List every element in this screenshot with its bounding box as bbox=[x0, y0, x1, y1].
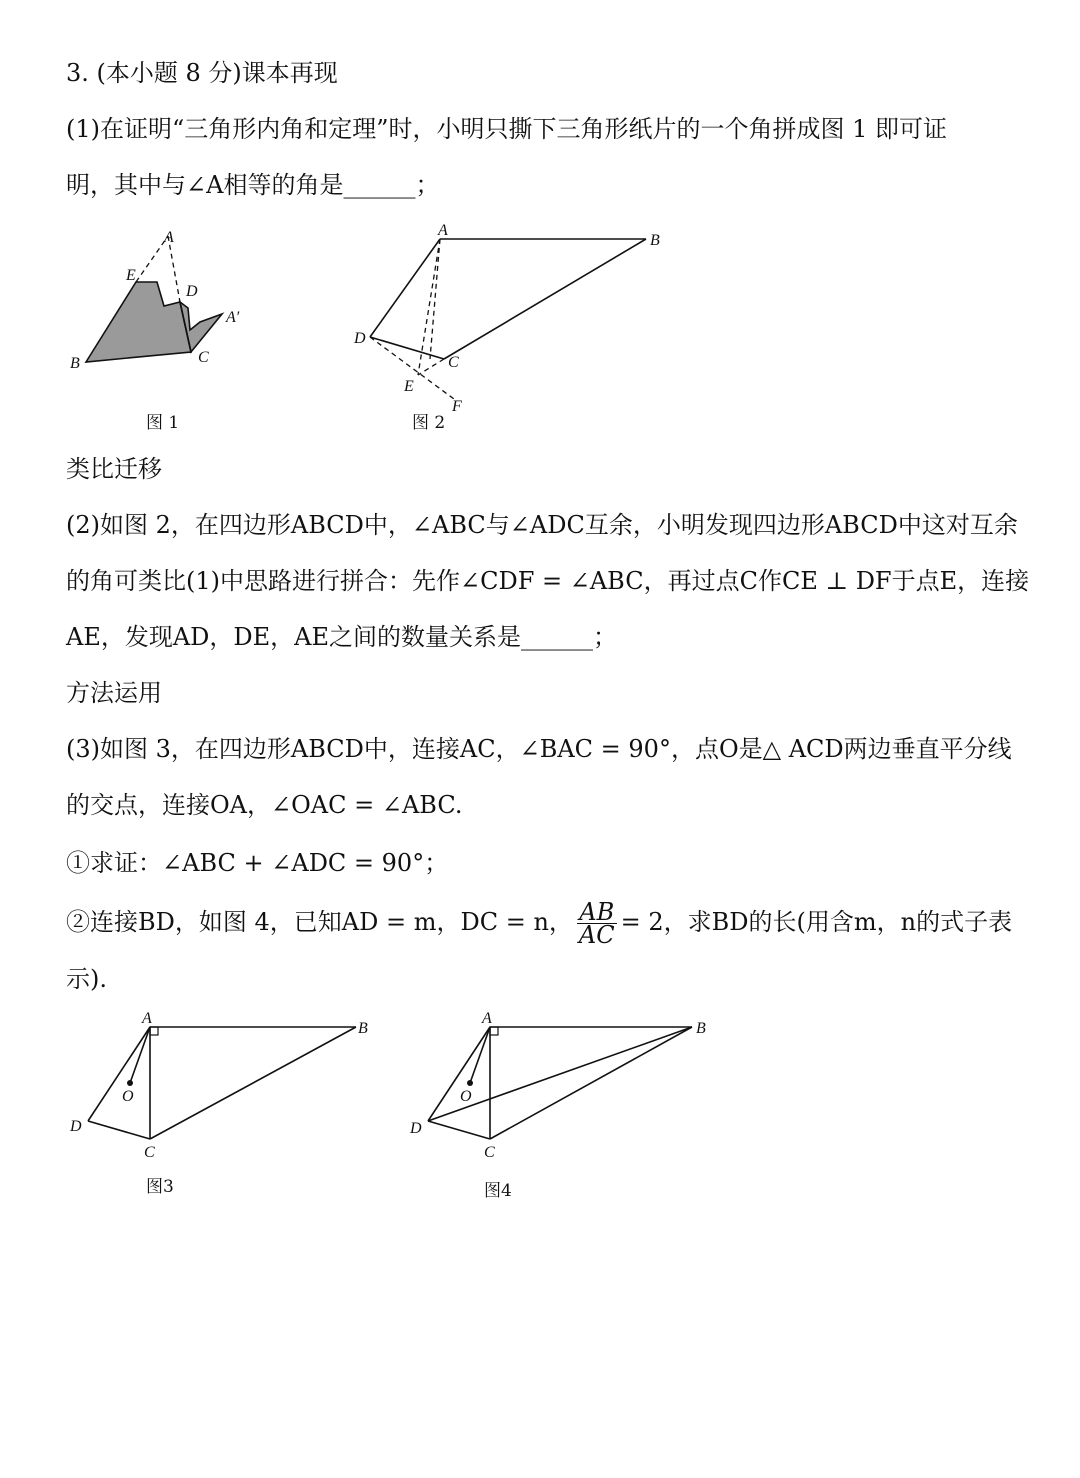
fig3-label-d: D bbox=[70, 1118, 82, 1135]
part3-sub2-text-a: ②连接BD，如图 4，已知AD = m，DC = n， bbox=[66, 908, 573, 936]
part3-line1: (3)如图 3，在四边形ABCD中，连接AC，∠BAC = 90°，点O是△ ACD两边垂直平分线 bbox=[66, 735, 1012, 763]
fig3-label-o: O bbox=[122, 1088, 134, 1105]
figure-2-caption: 图 2 bbox=[412, 413, 446, 433]
fig2-label-a: A bbox=[438, 222, 448, 239]
fig1-label-a: A bbox=[164, 229, 174, 246]
part3-sub2-end: 示). bbox=[66, 965, 107, 993]
fig4-label-a: A bbox=[482, 1010, 492, 1027]
fig2-label-e: E bbox=[404, 378, 414, 395]
question-header: 3. (本小题 8 分)课本再现 bbox=[66, 59, 338, 87]
fig4-label-d: D bbox=[410, 1120, 422, 1137]
fig4-label-o: O bbox=[460, 1088, 472, 1105]
figure-1 bbox=[60, 220, 260, 380]
fraction-ab-ac bbox=[577, 898, 617, 949]
fig2-label-c: C bbox=[448, 354, 459, 371]
fig3-label-b: B bbox=[358, 1020, 368, 1037]
fig1-label-e: E bbox=[126, 267, 136, 284]
fig3-label-a: A bbox=[142, 1010, 152, 1027]
fig4-label-b: B bbox=[696, 1020, 706, 1037]
fig2-label-d: D bbox=[354, 330, 366, 347]
figure-2 bbox=[350, 215, 680, 415]
part2-line2: 的角可类比(1)中思路进行拼合：先作∠CDF = ∠ABC，再过点C作CE ⊥ DF于点E，连接 bbox=[66, 567, 1030, 595]
part2-line3: AE，发现AD，DE，AE之间的数量关系是______； bbox=[66, 623, 618, 651]
part3-sub2-text-b: = 2，求BD的长(用含m，n的式子表 bbox=[620, 908, 1013, 936]
figure-4-caption: 图4 bbox=[484, 1181, 512, 1201]
part3-sub1: ①求证：∠ABC + ∠ADC = 90°； bbox=[66, 849, 449, 877]
fig2-label-b: B bbox=[650, 232, 660, 249]
section-method: 方法运用 bbox=[66, 679, 162, 707]
part1-line2: 明，其中与∠A相等的角是______； bbox=[66, 171, 440, 199]
figure-3 bbox=[60, 1005, 380, 1165]
fig4-label-c: C bbox=[484, 1144, 495, 1161]
fig1-triangle-shaded bbox=[86, 282, 191, 362]
part2-line1: (2)如图 2，在四边形ABCD中，∠ABC与∠ADC互余，小明发现四边形ABCD中这对互余 bbox=[66, 511, 1018, 539]
fig3-label-c: C bbox=[144, 1144, 155, 1161]
part1-line1: (1)在证明“三角形内角和定理”时，小明只撕下三角形纸片的一个角拼成图 1 即可证 bbox=[66, 115, 948, 143]
part3-sub2 bbox=[66, 898, 1013, 949]
figure-1-caption: 图 1 bbox=[146, 413, 180, 433]
fig2-label-f: F bbox=[452, 398, 462, 415]
fraction-denominator: AC bbox=[578, 921, 615, 949]
figure-3-caption: 图3 bbox=[146, 1177, 174, 1197]
fig1-label-b: B bbox=[70, 355, 80, 372]
fig1-label-c: C bbox=[198, 349, 209, 366]
fig1-label-d: D bbox=[186, 283, 198, 300]
section-analogy: 类比迁移 bbox=[66, 455, 162, 483]
part3-line2: 的交点，连接OA，∠OAC = ∠ABC. bbox=[66, 791, 463, 819]
figure-4 bbox=[400, 1005, 720, 1165]
fig1-label-a-prime: A′ bbox=[226, 309, 240, 326]
fraction-numerator: AB bbox=[577, 901, 617, 924]
